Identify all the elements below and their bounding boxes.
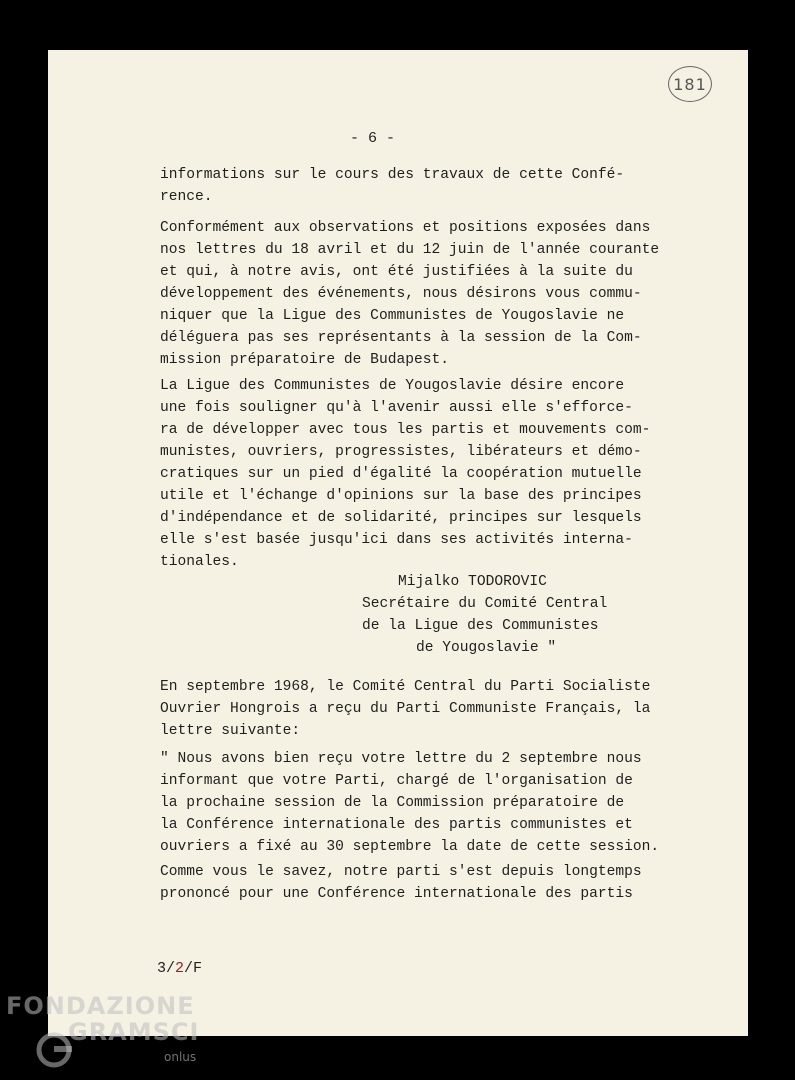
text-line: ouvriers a fixé au 30 septembre la date de cette session. bbox=[160, 839, 660, 855]
text-line: déléguera pas ses représentants à la session de la Com- bbox=[160, 330, 642, 346]
paragraph-6 bbox=[160, 861, 680, 905]
text-line: ra de développer avec tous les partis et mouvements com- bbox=[160, 422, 651, 438]
text-line: cratiques sur un pied d'égalité la coopération mutuelle bbox=[160, 466, 642, 482]
text-line: lettre suivante: bbox=[160, 723, 301, 739]
reference-prefix: 3/ bbox=[157, 960, 176, 977]
text-line: La Ligue des Communistes de Yougoslavie désire encore bbox=[160, 378, 625, 394]
text-line: informant que votre Parti, chargé de l'organisation de bbox=[160, 773, 633, 789]
document-reference bbox=[157, 960, 202, 977]
page-number: - 6 - bbox=[350, 130, 396, 147]
paragraph-3 bbox=[160, 375, 680, 573]
watermark-line-3: onlus bbox=[164, 1050, 197, 1064]
text-line: d'indépendance et de solidarité, principes sur lesquels bbox=[160, 510, 642, 526]
text-line: et qui, à notre avis, ont été justifiées à la suite du bbox=[160, 264, 633, 280]
text-line: En septembre 1968, le Comité Central du Parti Socialiste bbox=[160, 679, 651, 695]
handwritten-page-number: 181 bbox=[668, 66, 712, 102]
text-line: Comme vous le savez, notre parti s'est depuis longtemps bbox=[160, 864, 642, 880]
text-line: tionales. bbox=[160, 554, 239, 570]
paragraph-4 bbox=[160, 676, 680, 742]
text-line: Conformément aux observations et positions exposées dans bbox=[160, 220, 651, 236]
text-line: développement des événements, nous désirons vous commu- bbox=[160, 286, 642, 302]
watermark-line-1: FONDAZIONE bbox=[6, 992, 195, 1020]
text-line: prononcé pour une Conférence internationale des partis bbox=[160, 886, 633, 902]
text-line: Ouvrier Hongrois a reçu du Parti Communiste Français, la bbox=[160, 701, 651, 717]
signature-title-2: de la Ligue des Communistes bbox=[362, 618, 599, 634]
paragraph-5-quote bbox=[160, 748, 680, 858]
paragraph-1 bbox=[160, 164, 680, 208]
text-line: utile et l'échange d'opinions sur la base des principes bbox=[160, 488, 642, 504]
text-line: rence. bbox=[160, 189, 213, 205]
text-line: mission préparatoire de Budapest. bbox=[160, 352, 450, 368]
signature-title-3: de Yougoslavie " bbox=[416, 640, 557, 656]
reference-suffix: /F bbox=[184, 960, 203, 977]
text-line: niquer que la Ligue des Communistes de Yougoslavie ne bbox=[160, 308, 625, 324]
watermark-line-2: GRAMSCI bbox=[68, 1018, 200, 1046]
text-line: munistes, ouvriers, progressistes, libérateurs et démo- bbox=[160, 444, 642, 460]
reference-handwritten: 2 bbox=[175, 960, 185, 977]
text-line: une fois souligner qu'à l'avenir aussi elle s'efforce- bbox=[160, 400, 633, 416]
signature-title-1: Secrétaire du Comité Central bbox=[362, 596, 608, 612]
text-line: elle s'est basée jusqu'ici dans ses activités internа- bbox=[160, 532, 633, 548]
text-line: la Conférence internationale des partis communistes et bbox=[160, 817, 633, 833]
text-line: nos lettres du 18 avril et du 12 juin de l'année courante bbox=[160, 242, 660, 258]
signature-name: Mijalko TODOROVIC bbox=[398, 574, 547, 590]
text-line: informations sur le cours des travaux de cette Confé- bbox=[160, 167, 625, 183]
text-line: " Nous avons bien reçu votre lettre du 2 septembre nous bbox=[160, 751, 642, 767]
text-line: la prochaine session de la Commission préparatoire de bbox=[160, 795, 625, 811]
paragraph-2 bbox=[160, 217, 680, 371]
